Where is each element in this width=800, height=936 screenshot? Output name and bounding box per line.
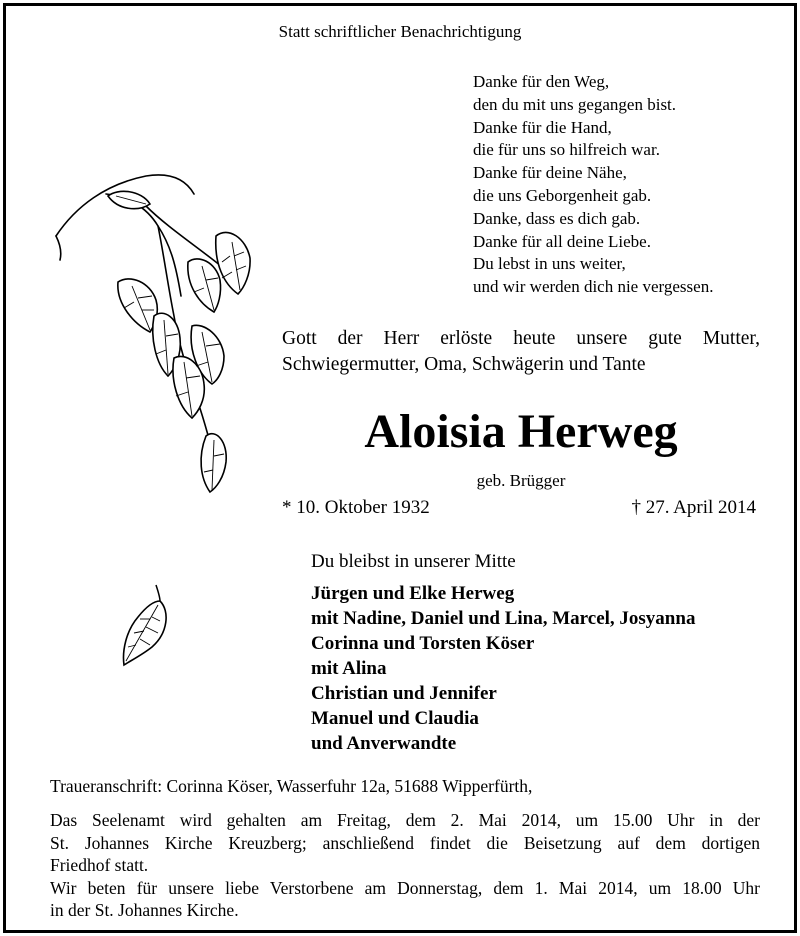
poem-line: Danke, dass es dich gab.	[473, 208, 641, 228]
poem-line: Danke für deine Nähe,	[473, 163, 627, 183]
intro-line: Gott der Herr erlöste heute unsere gute Mutter,	[282, 328, 760, 349]
death-date: † 27. April 2014	[631, 497, 756, 518]
family-line: Jürgen und Elke Herweg	[311, 583, 515, 604]
poem-line: und wir werden dich nie vergessen.	[473, 277, 714, 297]
deceased-name: Aloisia Herweg	[364, 405, 678, 458]
service-line: St. Johannes Kirche Kreuzberg; anschließend findet die Beisetzung auf dem dortigen	[50, 832, 760, 853]
maiden-name: geb. Brügger	[476, 471, 566, 490]
family-line: mit Alina	[311, 658, 387, 679]
birth-date: * 10. Oktober 1932	[282, 497, 430, 518]
falling-leaf-illustration	[116, 581, 176, 671]
service-line: Wir beten für unsere liebe Verstorbene am Donnerstag, dem 1. Mai 2014, um 18.00 Uhr	[50, 877, 760, 898]
poem-line: Du lebst in uns weiter,	[473, 254, 626, 274]
obituary-notice	[3, 3, 797, 933]
family-line: mit Nadine, Daniel und Lina, Marcel, Josyanna	[311, 608, 696, 629]
service-line: Friedhof statt.	[50, 855, 149, 875]
intro-line: Schwiegermutter, Oma, Schwägerin und Tante	[282, 354, 646, 375]
poem	[473, 71, 713, 299]
poem-line: die uns Geborgenheit gab.	[473, 185, 652, 205]
family-line: und Anverwandte	[311, 733, 457, 754]
family-line: Christian und Jennifer	[311, 683, 497, 704]
poem-line: Danke für die Hand,	[473, 117, 612, 137]
mourning-address: Traueranschrift: Corinna Köser, Wasserfuhr 12a, 51688 Wipperfürth,	[50, 776, 533, 796]
poem-line: die für uns so hilfreich war.	[473, 140, 660, 160]
notice-header: Statt schriftlicher Benachrichtigung	[278, 22, 522, 41]
life-dates	[282, 497, 756, 519]
poem-line: Danke für den Weg,	[473, 72, 610, 91]
service-line: in der St. Johannes Kirche.	[50, 900, 239, 920]
remembrance-line: Du bleibst in unserer Mitte	[311, 551, 516, 572]
intro-text	[282, 326, 760, 378]
leaf-branch-illustration	[46, 166, 266, 506]
poem-line: den du mit uns gegangen bist.	[473, 94, 677, 114]
service-information	[50, 809, 760, 922]
family-line: Manuel und Claudia	[311, 708, 479, 729]
poem-line: Danke für all deine Liebe.	[473, 231, 651, 251]
family-line: Corinna und Torsten Köser	[311, 633, 535, 654]
service-line: Das Seelenamt wird gehalten am Freitag, dem 2. Mai 2014, um 15.00 Uhr in der	[50, 810, 760, 830]
family-list	[311, 581, 695, 756]
